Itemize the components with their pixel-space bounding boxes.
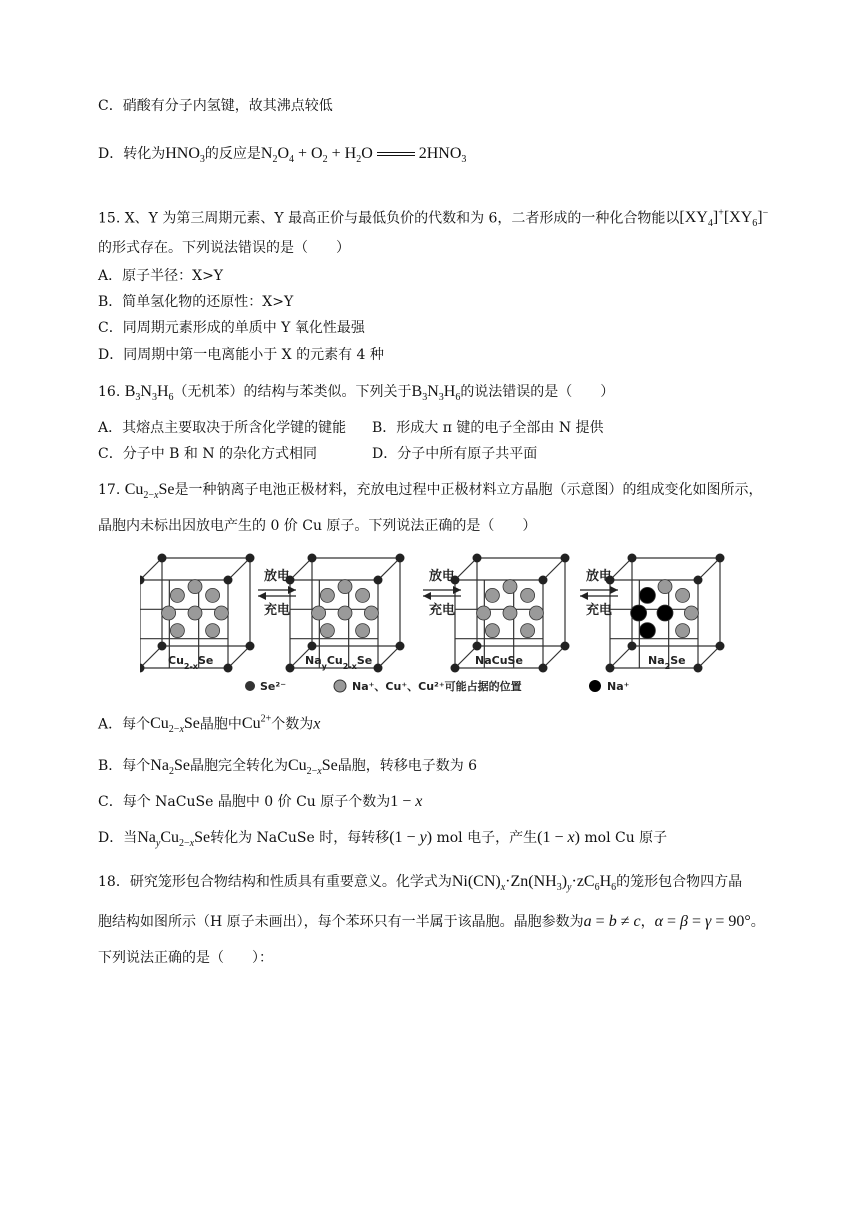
arrow-label-discharge: 放电 — [429, 569, 456, 584]
arrow-label-charge: 充电 — [429, 603, 456, 618]
q15-option-a: A．原子半径：X>Y — [98, 268, 224, 284]
mixed-site — [356, 624, 370, 638]
q17-option-c: C．每个 NaCuSe 晶胞中 0 价 Cu 原子个数为1 − x — [98, 793, 423, 810]
q17-a-pre: A．每个 — [98, 716, 151, 733]
q17-a-end: 个数为 — [271, 716, 314, 733]
se-ion — [539, 576, 548, 585]
se-ion — [246, 554, 255, 563]
se-ion-legend-icon — [245, 681, 255, 691]
q17-d-mid2: mol 电子，产生 — [436, 830, 538, 846]
mixed-site — [356, 588, 370, 602]
q17-stem1-rest: 是一种钠离子电池正极材料，充放电过程中正极材料立方晶胞（示意图）的组成变化如图所示， — [174, 482, 763, 498]
q17-b-pre: B．每个 — [98, 758, 151, 774]
mixed-site — [320, 588, 334, 602]
q15-option-b: B．简单氢化物的还原性：X>Y — [98, 294, 294, 310]
q17-c-pre: C．每个 NaCuSe 晶胞中 0 价 Cu 原子个数为 — [98, 794, 391, 810]
se-ion — [396, 554, 405, 563]
q16-option-d: D．分子中所有原子共平面 — [372, 446, 538, 462]
mixed-site — [529, 606, 543, 620]
q15-stem-line1: 15. X、Y 为第三周期元素、Y 最高正价与最低负价的代数和为 6，二者形成的一种化合物能以$[XY_4]^+[XY_6]^-$ — [98, 208, 769, 230]
se-ion — [451, 664, 460, 673]
na-ion-legend-icon — [589, 680, 601, 692]
arrow-head-left-icon — [580, 592, 588, 600]
q17-option-a: A．每个$Cu_{2-x}Se$晶胞中$Cu^{2+}$个数为x — [98, 714, 321, 736]
se-ion — [694, 664, 703, 673]
q16-option-a: A．其熔点主要取决于所含化学键的键能 — [98, 420, 347, 436]
arrow-label-charge: 充电 — [586, 603, 613, 618]
q17-option-d: D．当$Na_yCu_{2-x}Se$转化为 NaCuSe 时，每转移(1 − y) mol 电子，产生(1 − x) mol Cu 原子 — [98, 829, 668, 850]
arrow-head-right-icon — [610, 586, 618, 594]
q14-d-mid: 的反应是 — [204, 146, 261, 162]
q14-option-d: D．转化为$HNO_3$的反应是$N_2O_4 + O_2 + H_2O$ $2HNO_3$ — [98, 145, 467, 166]
se-ion — [308, 642, 317, 651]
se-ion — [374, 664, 383, 673]
crystal-cell-4 — [606, 554, 725, 673]
legend-se: Se²⁻ — [260, 680, 287, 693]
q17-a-mid: 晶胞中 — [199, 716, 242, 733]
q18-stem-line2: 胞结构如图所示（H 原子未画出），每个苯环只有一半属于该晶胞。晶胞参数为a = b ≠ c，α = β = γ = 90°。 — [98, 913, 765, 930]
legend-mixed: Na⁺、Cu⁺、Cu²⁺可能占据的位置 — [352, 680, 522, 693]
arrow-head-left-icon — [423, 592, 431, 600]
q17-option-b: B．每个$Na_2Se$晶胞完全转化为$Cu_{2-x}Se$晶胞，转移电子数为 6 — [98, 757, 478, 778]
se-ion — [694, 576, 703, 585]
charge-discharge-arrow-3 — [580, 568, 618, 618]
q18-stem2-pre: 胞结构如图所示（H 原子未画出），每个苯环只有一半属于该晶胞。晶胞参数为 — [98, 914, 584, 930]
se-ion — [606, 664, 615, 673]
se-ion — [473, 642, 482, 651]
mixed-site — [485, 588, 499, 602]
arrow-label-discharge: 放电 — [264, 569, 291, 584]
se-ion — [473, 554, 482, 563]
mixed-site — [521, 624, 535, 638]
na-ion — [657, 605, 673, 621]
q15-stem1: 15. X、Y 为第三周期元素、Y 最高正价与最低负价的代数和为 6，二者形成的一种化合物能以 — [98, 210, 680, 227]
q17-b-mid: 晶胞完全转化为 — [189, 758, 288, 774]
cell-label-naycu2xse: $Na_yCu_{2-x}Se$ — [305, 654, 373, 671]
mixed-site — [521, 588, 535, 602]
se-ion — [628, 554, 637, 563]
se-ion — [561, 554, 570, 563]
se-ion — [224, 576, 233, 585]
q17-number: 17. — [98, 482, 121, 498]
se-ion — [716, 642, 725, 651]
cell-edge — [455, 558, 477, 580]
se-ion — [396, 642, 405, 651]
mixed-site — [676, 624, 690, 638]
mixed-site — [188, 580, 202, 594]
q16-stem-end: 的说法错误的是（ ） — [460, 384, 615, 400]
mixed-site — [320, 624, 334, 638]
se-ion — [286, 664, 295, 673]
mixed-site — [206, 588, 220, 602]
cell-edge — [610, 558, 632, 580]
mixed-site — [477, 606, 491, 620]
mixed-site — [658, 580, 672, 594]
legend-na: Na⁺ — [607, 680, 630, 693]
mixed-site — [338, 580, 352, 594]
q16-stem-mid: （无机苯）的结构与苯类似。下列关于 — [173, 384, 412, 400]
arrow-head-left-icon — [258, 592, 266, 600]
na-ion — [639, 587, 655, 603]
mixed-site — [170, 624, 184, 638]
se-ion — [561, 642, 570, 651]
se-ion — [158, 554, 167, 563]
se-ion — [716, 554, 725, 563]
q18-stem-line3: 下列说法正确的是（ ）： — [98, 950, 273, 966]
q15-option-c: C．同周期元素形成的单质中 Y 氧化性最强 — [98, 320, 365, 336]
cell-edge — [140, 558, 162, 580]
cell-edge — [378, 558, 400, 580]
q14-d-prefix: D．转化为 — [98, 146, 166, 162]
arrow-head-right-icon — [453, 586, 461, 594]
se-ion — [539, 664, 548, 673]
mixed-site — [503, 580, 517, 594]
mixed-site — [188, 606, 202, 620]
mixed-site — [364, 606, 378, 620]
mixed-site — [214, 606, 228, 620]
cell-edge — [698, 646, 720, 668]
q17-b-end: 晶胞，转移电子数为 6 — [337, 758, 478, 774]
se-ion — [158, 642, 167, 651]
se-ion — [308, 554, 317, 563]
cell-edge — [698, 558, 720, 580]
cell-label-na2se: $Na_2Se$ — [648, 654, 686, 671]
mixed-site — [206, 624, 220, 638]
equals-arrow-icon — [377, 152, 415, 156]
cell-edge — [228, 558, 250, 580]
q16-stem: 16. $B_3N_3H_6$（无机苯）的结构与苯类似。下列关于$B_3N_3H_6$的说法错误的是（ ） — [98, 383, 615, 404]
q18-stem1-pre: 18．研究笼形包合物结构和性质具有重要意义。化学式为 — [98, 874, 452, 890]
se-ion — [224, 664, 233, 673]
cell-label-cu2xse: $Cu_{2-x}Se$ — [168, 654, 214, 671]
na-ion — [639, 623, 655, 639]
cell-edge — [610, 646, 632, 668]
mixed-site — [503, 606, 517, 620]
q17-d-end: mol Cu 原子 — [584, 830, 668, 846]
q16-option-c: C．分子中 B 和 N 的杂化方式相同 — [98, 446, 318, 462]
cell-label-nacuse: NaCuSe — [475, 654, 523, 667]
q17-crystal-figure — [140, 540, 730, 700]
se-ion — [374, 576, 383, 585]
q17-d-pre: D．当 — [98, 830, 138, 846]
cell-edge — [455, 646, 477, 668]
arrow-label-discharge: 放电 — [586, 569, 613, 584]
cell-edge — [543, 646, 565, 668]
q17-stem-line2: 晶胞内未标出因放电产生的 0 价 Cu 原子。下列说法正确的是（ ） — [98, 518, 537, 534]
q15-stem-line2: 的形式存在。下列说法错误的是（ ） — [98, 240, 350, 256]
q16-option-b: B．形成大 π 键的电子全部由 N 提供 — [372, 420, 604, 436]
mixed-site — [485, 624, 499, 638]
q18-stem1-end: 的笼形包合物四方晶 — [616, 874, 743, 890]
cell-edge — [378, 646, 400, 668]
q17-d-mid1: 转化为 NaCuSe 时，每转移 — [210, 830, 390, 846]
crystal-cell-2 — [286, 554, 405, 673]
cell-edge — [543, 558, 565, 580]
q16-number: 16. — [98, 384, 121, 400]
mixed-site — [338, 606, 352, 620]
se-ion — [246, 642, 255, 651]
arrow-head-right-icon — [288, 586, 296, 594]
mixed-site-legend-icon — [334, 680, 346, 692]
cell-edge — [290, 558, 312, 580]
se-ion — [628, 642, 637, 651]
na-ion — [631, 605, 647, 621]
mixed-site — [162, 606, 176, 620]
mixed-site — [684, 606, 698, 620]
q15-option-d: D．同周期中第一电离能小于 X 的元素有 4 种 — [98, 347, 384, 363]
q14-option-c: C．硝酸有分子内氢键，故其沸点较低 — [98, 98, 333, 114]
arrow-label-charge: 充电 — [264, 603, 291, 618]
cell-edge — [140, 646, 162, 668]
mixed-site — [312, 606, 326, 620]
q17-stem-line1: 17. $Cu_{2-x}Se$是一种钠离子电池正极材料，充放电过程中正极材料立方晶胞（示意图）的组成变化如图所示， — [98, 481, 763, 502]
mixed-site — [170, 588, 184, 602]
cell-edge — [228, 646, 250, 668]
mixed-site — [676, 588, 690, 602]
q18-stem-line1: 18．研究笼形包合物结构和性质具有重要意义。化学式为$Ni(CN)_x\cdot Zn(NH_3)_y\cdot zC_6H_6$的笼形包合物四方晶 — [98, 873, 743, 894]
